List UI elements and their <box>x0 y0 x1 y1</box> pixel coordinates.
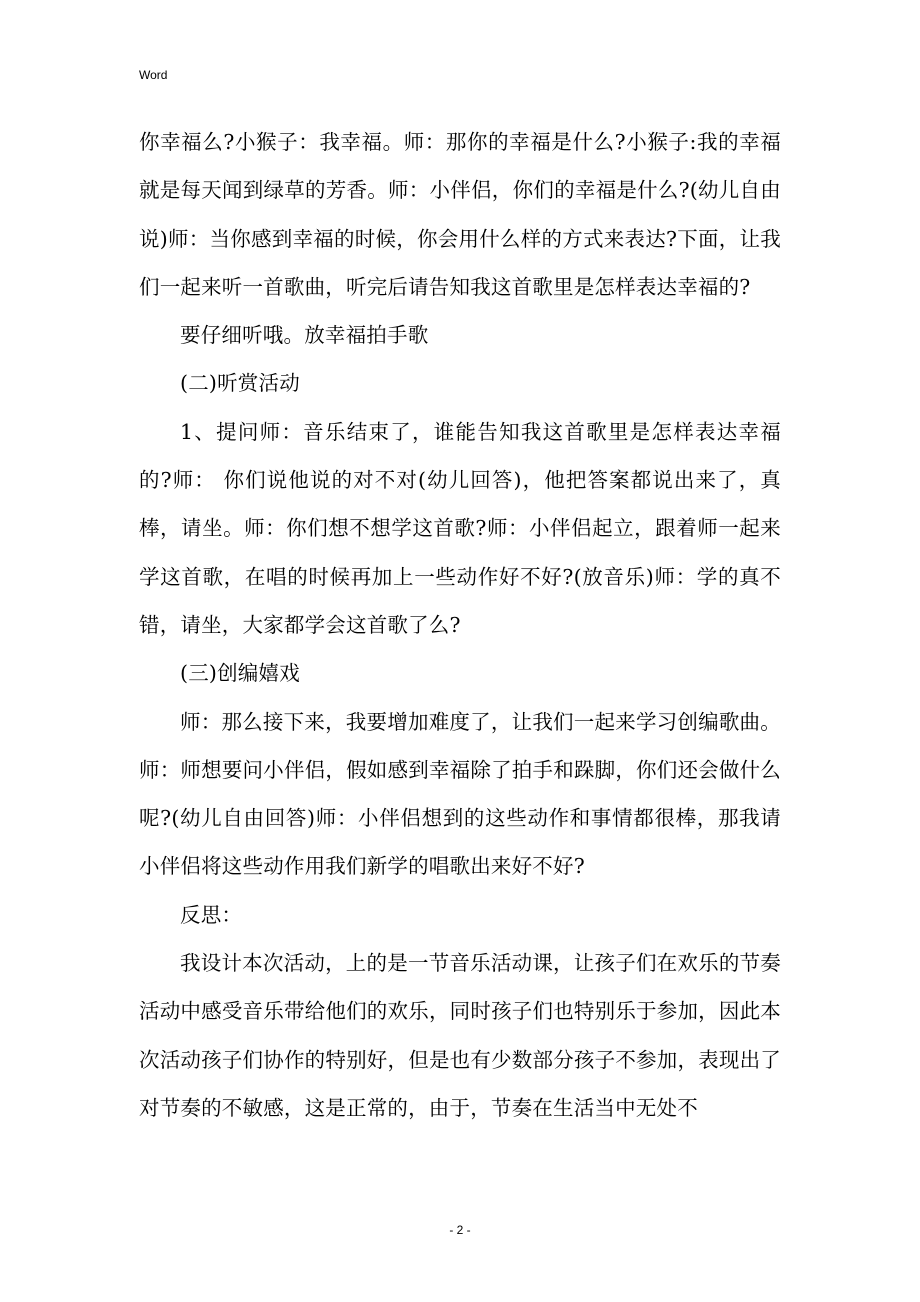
document-body <box>139 118 781 1132</box>
paragraph-continuation: 你幸福么?小猴子：我幸福。师：那你的幸福是什么?小猴子:我的幸福就是每天闻到绿草的芳香。师：小伴侣，你们的幸福是什么?(幼儿自由说)师：当你感到幸福的时候，你会用什么样的方式来表达?下面，让我们一起来听一首歌曲，听完后请告知我这首歌里是怎样表达幸福的? <box>139 130 781 299</box>
section-heading-listening-activity: (二)听赏活动 <box>180 371 300 396</box>
section-heading-creative-game: (三)创编嬉戏 <box>180 661 300 686</box>
document-header-label: Word <box>139 68 168 82</box>
paragraph-creative-game: 师：那么接下来，我要增加难度了，让我们一起来学习创编歌曲。师：师想要问小伴侣，假如感到幸福除了拍手和跺脚，你们还会做什么呢?(幼儿自由回答)师：小伴侣想到的这些动作和事情都很棒，那我请小伴侣将这些动作用我们新学的唱歌出来好不好? <box>139 709 781 879</box>
paragraph-reflection: 我设计本次活动，上的是一节音乐活动课，让孩子们在欢乐的节奏活动中感受音乐带给他们的欢乐，同时孩子们也特别乐于参加，因此本次活动孩子们协作的特别好，但是也有少数部分孩子不参加，表现出了对节奏的不敏感，这是正常的，由于，节奏在生活当中无处不 <box>139 951 781 1120</box>
paragraph-listen-carefully: 要仔细听哦。放幸福拍手歌 <box>180 323 429 348</box>
paragraph-questions: 1、提问师：音乐结束了，谁能告知我这首歌里是怎样表达幸福的?师： 你们说他说的对不对(幼儿回答)，他把答案都说出来了，真棒，请坐。师：你们想不想学这首歌?师：小伴侣起立，跟着师一起来学这首歌，在唱的时候再加上一些动作好不好?(放音乐)师：学的真不错，请坐，大家都学会这首歌了么? <box>139 419 781 637</box>
page-number: - 2 - <box>449 1223 471 1237</box>
section-heading-reflection: 反思： <box>180 902 243 927</box>
